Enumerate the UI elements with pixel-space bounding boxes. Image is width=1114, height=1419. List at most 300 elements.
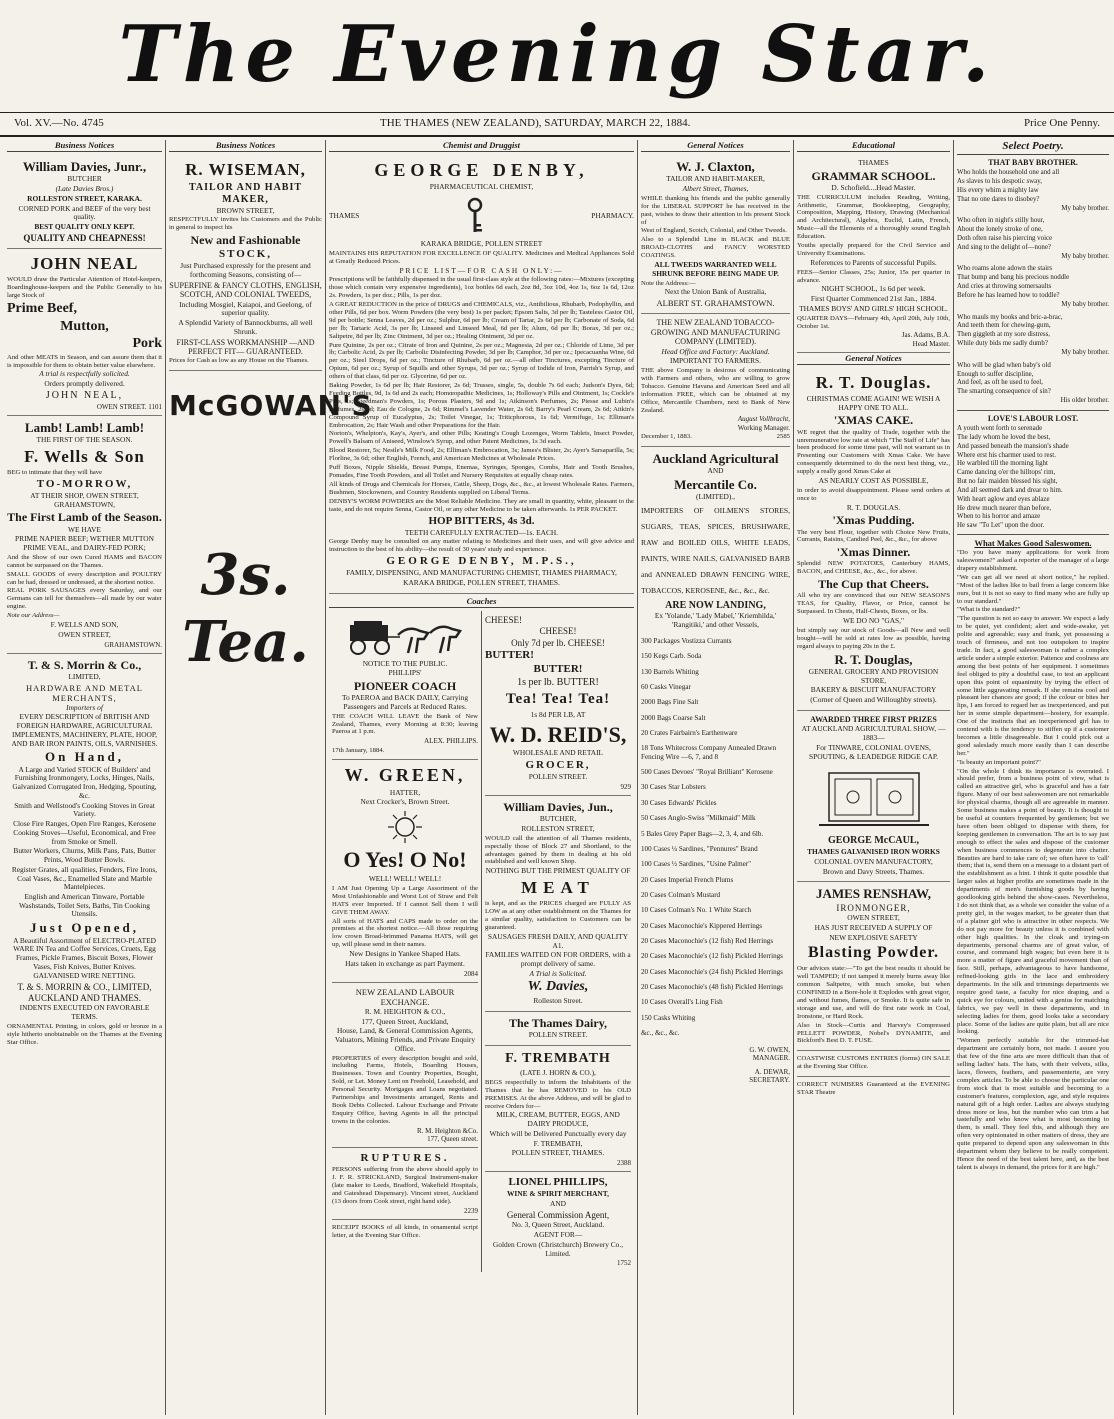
ad-text: QUALITY AND CHEAPNESS! (23, 232, 146, 243)
poem-line: And teeth them for chewing-gum, (957, 322, 1051, 330)
article-paragraph: "Do you have many applications for work from saleswomen?" asked a reporter of the manager of a large drapery establishment. (957, 549, 1109, 572)
ad-text: CORRECT NUMBERS Guaranteed at the EVENING STAR Theatre (797, 1081, 950, 1097)
ad-text: POLLEN STREET, THAMES. (511, 1148, 605, 1158)
ad-text: A trial is respectfully solicited. (39, 369, 130, 379)
ad-text: All who try are convinced that our NEW SEASON'S TEAS, for Quality, Flavor, or Price, cannot be Surpassed. In Chests, Half-Chests, Boxes, or lbs. (797, 592, 950, 616)
ad-text: Splendid NEW POTATOES, Canterbury HAMS, BACON, and CHEESE, &c., &c., for above. (797, 560, 950, 576)
ad-text: Pork (132, 336, 162, 352)
ad-number: 2388 (617, 1159, 631, 1168)
ad-morrin (7, 654, 162, 1052)
ad-text: CHEESE! (485, 614, 522, 625)
ad-text: THAMES (858, 158, 889, 168)
ad-title: JAMES RENSHAW, (815, 886, 932, 902)
poem-line: His every whim a mighty law (957, 186, 1039, 194)
ad-text: PROPERTIES of every description bought and sold, including Farms, Hotels, Boarding Houses, Businesses. Town and Country Properties, Bought, Sold, or Let. Money Lent on Freehold, Leasehold, and Personal Security. Mortgages and Loans negotiated. Partnerships and Investments arranged, Rents and Book Debts Collected. Labour Exchange and Private Enquiry Office, having Agents in all the principal towns in the colonies. (332, 1054, 478, 1125)
ad-number: 2084 (464, 969, 478, 978)
article-paragraph: "Is beauty an important point?" (957, 758, 1041, 766)
ad-text: (LIMITED)., (696, 492, 735, 502)
poem-refrain: His older brother. (1060, 397, 1109, 405)
ad-text: COLONIAL OVEN MANUFACTORY, (814, 856, 933, 866)
ad-text: GRAHAMSTOWN. (104, 640, 162, 649)
ad-signature: Jas. Adams, B.A. (901, 331, 950, 340)
ad-text: PRIME NAPIER BEEF; WETHER MUTTON PRIME VEAL, and DAIRY-FED PORK; (15, 534, 154, 553)
ad-text: NOTICE TO THE PUBLIC. (362, 658, 448, 668)
ad-text: FIRST-CLASS WORKMANSHIP —AND PERFECT FIT— GUARANTEED. (176, 337, 315, 357)
article-paragraph: "Women perfectly suitable for the trimmed-hat department are certainly born, not made. I assure you that few of the fine arts are more difficult than that of selling ladies' hats. The hats, with their velvets, silks, laces, flowers, feathers, and passementerie, are very complex articles. To be able to choose the particular one from stock that is most suitable and becoming to a customer's features, complexion, age, and style requires natural gift of a high order. Ladies are always studying dress more or less, but the number who can trim a hat tastefully and who know what is most becoming to them, is small. They feel this, and although they are often very opinionated in other matters of dress, they are quite prepared to depend upon any saleswoman in this department whom they believe to be really competent. Hence the need of the best talent here, and, as the best talent is always in demand, the prices for it are high." (957, 1037, 1109, 1171)
ad-text: House, Land, & General Commission Agents, Valuators, Mining Friends, and Private Enquiry Office. (334, 1026, 476, 1053)
goods-list-item: 20 Cases Maconochie's Kippered Herrings (641, 921, 763, 930)
ad-text: INDENTS EXECUTED ON FAVORABLE TERMS. (19, 1003, 150, 1022)
ad-text: ALBERT ST. GRAHAMSTOWN. (656, 298, 775, 309)
ad-text: GROCER, (525, 759, 591, 772)
ad-number: 1101 (148, 402, 162, 411)
goods-list-item: 150 Kegs Carb. Soda (641, 652, 702, 661)
subcolumn-left (329, 611, 482, 1272)
ad-text: FAMILIES WAITED ON FOR ORDERS, with a prompt delivery of same. (485, 950, 631, 968)
ad-text: SUPERFINE & FANCY CLOTHS, ENGLISH, SCOTCH, AND COLONIAL TWEEDS, (169, 280, 322, 300)
goods-list-item: 50 Cases Anglo-Swiss "Milkmaid" Milk (641, 814, 756, 823)
poem-refrain: My baby brother. (1061, 204, 1109, 212)
ad-trembath (485, 1046, 631, 1173)
goods-list-item: 20 Cases Maconochie's (12 fish) Pickled Herrings (641, 952, 783, 961)
ad-signature: R. M. Heighton &Co. (416, 1126, 478, 1135)
ad-text: Prices for Cash as low as any House on the Thames. (169, 357, 309, 365)
ad-text: Blood Restorer, 5s; Nestle's Milk Food, 2s; Elliman's Embrocation, 3s; James's Blister, 2s; Ayer's Sarsaparilla, 5s; Florline, 3s 6d; other English, French, and American Medicines at Wholesale Prices. (329, 447, 634, 463)
goods-list-item: 5 Bales Grey Paper Bags—2, 3, 4, and 6lb. (641, 829, 764, 838)
ad-title: William Davies, Jun., (503, 800, 613, 815)
ad-text: BUTTER! (485, 649, 534, 662)
ad-text: West of England, Scotch, Colonial, and Other Tweeds. (641, 227, 787, 235)
ad-davies-butcher (7, 155, 162, 249)
ad-text: New Designs in Yankee Shaped Hats. (349, 949, 461, 959)
ad-signature: T. & S. MORRIN & CO., LIMITED, AUCKLAND AND THAMES. (17, 982, 152, 1003)
poem-line: And all seemed dark and drear to him. (957, 486, 1063, 494)
masthead-title: The Evening Star. (118, 9, 996, 100)
article-paragraph: "The question is not so easy to answer. We expect a lady to be quiet, yet confident; alert and wide-awake, yet polite and agreeable; easy and frank, yet possessing a touch of firmness, and not too outspoken to inspire trade. In fact, a good saleswoman is rather a complex article under a simple exterior. Patience and coolness are among the best points of her equipment. I sometimes feel obliged to pity a doubtful case, to test an applicant upon this point of equanimity by trying the effect of some little aggravating remark. If she remains cool and pleasant her chances are good; if the colour or bites her lips, I am forced to regard her as inexperienced, and put her in some simple department—hosiery, for example. One of the instincts that an inexperienced girl has to contend with is the tendency to stiffen up if a customer becomes a little disagreeable. But I could pick out a good saleslady much more easily than I can describe her." (957, 615, 1109, 757)
ad-grammar-school (797, 155, 950, 353)
poem-line: Before he has learned how to toddle? (957, 291, 1060, 299)
ad-text: Register Grates, all qualities, Fenders, Fire Irons, Coal Vases, &c., Enamelled Slate and Marble Mantelpieces. (11, 864, 158, 892)
ad-text: PRICE LIST—FOR CASH ONLY:— (399, 265, 564, 275)
poem-line: When to his horror and amaze (957, 513, 1041, 521)
ad-title: O Yes! O No! (343, 847, 467, 873)
ad-title: GRAMMAR SCHOOL. (811, 168, 936, 183)
ad-text: CHEESE! (567, 637, 605, 648)
ad-title: R. T. Douglas. (815, 372, 932, 392)
ad-signature: R. T. Douglas, (834, 651, 913, 667)
goods-list-item: 130 Barrels Whiting (641, 667, 699, 676)
ad-text: WOULD call the attention of all Thames residents, especially those of Block 27 and Shortland, to the advantages gained by them in dealing at his old established and well known Shop. (485, 834, 631, 866)
ad-coastwise-customs (797, 1051, 950, 1077)
ad-signature: August Vollbracht, (737, 415, 790, 424)
ad-text: IRONMONGER, (836, 902, 911, 913)
ad-text: THAMES GALVANISED IRON WORKS (807, 847, 940, 857)
ad-title: JOHN NEAL (30, 254, 139, 274)
ad-text: ROLLESTON STREET, (521, 824, 595, 834)
ad-text: And other MEATS in Season, and can assure them that it is impossible for them to obtain better value elsewhere. (7, 353, 162, 369)
ad-title: NEW ZEALAND LABOUR EXCHANGE. (355, 986, 455, 1007)
ad-text: CORNED PORK and BEEF of the very best quality. (18, 203, 151, 222)
poem-loves-labour (957, 414, 1109, 531)
ad-text: ARE NOW LANDING, (665, 599, 766, 611)
ad-text: 177, Queen street. (427, 1134, 478, 1143)
ad-text: Importers of (66, 702, 103, 712)
ad-title: Blasting Powder. (808, 944, 939, 962)
goods-list-item: &c., &c., &c. (641, 1029, 680, 1038)
ad-text: A Beautiful Assortment of ELECTRO-PLATED WARE IN Tea and Coffee Services, Cruets, Egg Frames, Pickle Frames, Biscuit Boxes, Flower Vases, Fish Knives, Butter Knives. (13, 935, 156, 971)
ad-denby (329, 155, 634, 593)
ad-text: WINE & SPIRIT MERCHANT, (507, 1189, 609, 1199)
goods-list-item: 100 Cases ½ Sardines, "Usine Palmer" (641, 860, 752, 869)
goods-list-item: 2000 Bags Fine Salt (641, 698, 699, 707)
ad-text: Orders promptly delivered. (44, 379, 125, 389)
ad-text: 177, Queen Street, Auckland, (361, 1016, 449, 1026)
masthead (0, 0, 1114, 110)
tea-price: 3s. Tea. (182, 542, 309, 675)
ad-text: Smith and Wellstood's Cooking Stoves in Great Variety. (14, 800, 155, 819)
ad-text: 1s per lb. (517, 677, 555, 689)
poem-line: Who will be glad when baby's old (957, 361, 1051, 369)
ad-number: 1752 (617, 1259, 631, 1268)
ad-text: but simply say our stock of Goods—all New and well bought—will be sold at rates low as possible, having regard always to paying 20s in the £. (797, 626, 950, 650)
coach-icon (340, 617, 470, 657)
ad-green-hatter (332, 760, 478, 982)
ad-signature: JOHN NEAL, (45, 389, 124, 401)
ad-text: New and Fashionable (190, 233, 301, 248)
ad-mccaul (797, 711, 950, 882)
ad-text: Brown and Davy Streets, Thames. (822, 866, 925, 876)
ad-text: December 1, 1883. (641, 432, 692, 440)
ad-title: R. WISEMAN, (185, 160, 306, 180)
poem-title: THAT BABY BROTHER. (988, 157, 1078, 167)
ad-text: Baking Powder, 1s 6d per lb; Hair Restorer, 2s 6d; Trusses, single, 5s, double 7s 6d each; Judson's Dyes, 6d; Feeding Bottles, 9d, 1s 6d and 2s each; Homœopathic Medicines, 1s; Holloway's Pills and Ointment, 1s; Cockle's Pills, 1s; Steedman's Powders, 1s; Porous Plasters, 9d and 1s; Atkinson's Perfumes, 2s; Piesse and Lubin's Perfumes, 2s 6d; Eau de Cologne, 2s 6d; Rimmel's Lavender Water, 2s 6d; Barry's Pearl Cream, 2s 6d; Aitkin's Compound Syrup of Eucalyptus, 2s; Toilet Vinegar, 1s; Triticphorous, 1s 6d; Vermifuge, 1s; Elliman's Embrocation, 2s; Hair Wash and other Preparations for the Hair. (329, 382, 634, 429)
ad-wells-lamb (7, 416, 162, 654)
ad-text: ALL TWEEDS WARRANTED WELL SHRUNK BEFORE BEING MADE UP. (652, 260, 779, 278)
ad-text: Rolleston Street. (533, 995, 583, 1005)
poem-line: And passed beneath the mansion's shade (957, 442, 1069, 450)
poem-line: Came dancing o'er the hilltops' rim, (957, 469, 1056, 477)
poem-line: And sing to the delight of—none? (957, 243, 1051, 251)
ad-text: A Large and Varied STOCK of Builders' and Furnishing Ironmongery, Locks, Hinges, Nails, Galvanized Corrugated Iron, Hedging, Spouting, &c. (12, 764, 157, 800)
poem-line: The lady whom he loved the best, (957, 433, 1051, 441)
ad-ruptures (332, 1148, 478, 1220)
ad-text: (Late Davies Bros.) (55, 184, 114, 194)
column-3 (326, 140, 638, 1415)
ad-receipt-books (332, 1220, 478, 1245)
ad-text: HARDWARE AND METAL MERCHANTS, (26, 682, 143, 703)
ad-signature: W. Davies, (527, 979, 589, 995)
column-5 (794, 140, 954, 1415)
ad-text: AND (549, 1199, 566, 1209)
goods-list-item: 10 Cases Colman's No. 1 White Starch (641, 906, 752, 915)
ad-text: Head Master. (912, 339, 950, 348)
column-heading: Educational (797, 140, 950, 152)
column-heading: Coaches (329, 596, 634, 608)
goods-list-item: 20 Cases Maconochie's (12 fish) Red Herrings (641, 937, 774, 946)
ad-text: TAILOR AND HABIT-MAKER, (666, 174, 765, 184)
poem-baby-brother (957, 158, 1109, 406)
ad-text: AS NEARLY COST AS POSSIBLE, (818, 476, 929, 486)
ad-text: Butter Workers, Churns, Milk Pans, Pats, Butter Prints, Wood Butter Bowls. (13, 846, 156, 865)
poem-line: Doth often raise his piercing voice (957, 235, 1053, 242)
ad-signature: A. DEWAR, (754, 1068, 790, 1077)
ad-text: ROLLESTON STREET, KARAKA. (27, 193, 142, 203)
poem-line: That no one dares to disobey? (957, 195, 1040, 203)
ad-text: George Denby may be consulted on any matter relating to Medicines and their uses, and will give advice and instruction to the best of his ability—the result of 30 years' study and experience. (329, 538, 634, 554)
ad-title: 'XMAS CAKE. (833, 413, 914, 428)
ad-text: On Hand, (45, 749, 124, 765)
ad-text: BROWN STREET, (216, 205, 275, 215)
key-icon (464, 197, 486, 235)
ad-text: Pure Quinine, 2s per oz.; Citrate of Iron and Quinine, 2s per oz.; Magnesia, 2d per oz.; Chloride of Lime, 3d per lb; Carbolic Acid, 2s per lb; Carbolic Disinfecting Powder, 3d per lb; Camphor, 3d per oz.; Ipecacuanha Wine, 6d per oz.; Steel Drops, 6d per oz.; Tincture of Rhubarb, 6d per oz.—all other Tinctures, excepting Tincture of Opium, 6d per oz.; Syrup of Squills and other Syrups, 3d per oz.; Syrup of Iodide of Iron, Parrish's Syrup, and others of that class, 6d per oz. Glycerine, 6d per oz. (329, 341, 634, 381)
goods-list-item: 20 Cases Colman's Mustard (641, 890, 721, 899)
goods-list-item: 100 Cases ¼ Sardines, "Pennures" Brand (641, 844, 758, 853)
place-and-date: THE THAMES (NEW ZEALAND), SATURDAY, MARCH 22, 1884. (380, 117, 691, 129)
ad-text: AT AUCKLAND AGRICULTURAL SHOW, —1883— (801, 724, 946, 743)
poem-line: But no fair maiden blessed his sight, (957, 478, 1058, 486)
ad-text: I AM Just Opening Up a Large Assortment of the Most Unfashionable and Worst Lot of Straw and Felt HATS ever Imported. If I cannot Sell them I will GIVE THEM AWAY. (332, 884, 478, 916)
poem-lines (957, 425, 1109, 531)
column-heading: General Notices (641, 140, 790, 152)
subcolumn-right (482, 611, 634, 1272)
ad-text: THE COACH WILL LEAVE the Bank of New Zealand, Thames, every Morning at 8:30; leaving Paeroa at 1 p.m. (332, 712, 478, 736)
ad-douglas (797, 368, 950, 711)
ad-claxton (641, 155, 790, 314)
ad-text: Mutton, (60, 318, 109, 334)
ad-title: MEAT (521, 878, 595, 898)
ad-text: TO-MORROW, (36, 478, 133, 491)
ad-text: WOULD draw the Particular Attention of Hotel-keepers, Boardinghouse-keepers and the Public Generally to his large Stock of (7, 276, 162, 300)
ad-lionel-phillips (485, 1172, 631, 1271)
ad-text: TEETH CAREFULLY EXTRACTED—1s. EACH. (404, 527, 559, 537)
poem-line: He warbled till the morning light (957, 460, 1048, 468)
poem-lines (957, 169, 1109, 406)
ad-text: THAMES BOYS' AND GIRLS' HIGH SCHOOL. (799, 303, 948, 313)
ad-text: HAS JUST RECEIVED A SUPPLY OF (814, 922, 933, 932)
poem-line: Who often in night's stilly hour, (957, 217, 1045, 225)
goods-list-item: 300 Packages Vostizza Currants (641, 636, 732, 645)
article-paragraph: "On the whole I think its importance is overrated. I should prefer, from a business point of view, what is called an attractive girl, who is graceful and has a fair figure. Many of our best saleswomen are not remarkable for physical charms, though all are agreeable in manner. Some business makes a point of beauty. It is thought to be useful at counters frequented by gentlemen; but we have often been obliged to dispense with them, for keeping gentlemen in conversation. The art is to say just enough to effect the sales and dispose of the customer when business commences to degenerate into chatter. Beauties are hard to take care of; we often have to 'call' them; that is, send them on a message to a distant part of the establishment as a hint. I think it quite possible that larger sales at higher profits are sometimes made in the departments of men's furnishing goods by having goodlooking girls behind the show-cases. Nevertheless, I do not think that, as a whole we consider the value of a pretty girl, in the wages market, to be greater than that of a plainer girl who is attractive in other respects. We do not pay more for beauty unless it is combined with other high qualities. In the cloak and trying-on departments, personal charms are of great value, of course, and command high wages; but even here it is more a matter of figure and graceful movement than of face. Still, perhaps, advantageous to have handsome, refined-looking girls in the lace and embroidery departments. In the silk and trimmings departments we require good taste, a faculty for nice draping, and a quick eye for colours, united with a genius for matching fabrics, we pay well in these departments, and in selecting ladies for them, good looks take a secondary place. Some of the ladies are quite plain, but all are nice looking. (957, 767, 1109, 1036)
column-heading: General Notices (797, 353, 950, 365)
ad-wiseman (169, 155, 322, 371)
ad-title: The Thames Dairy, (508, 1015, 608, 1030)
poem-line: Who holds the household one and all (957, 169, 1060, 177)
ad-text: Including Mosgiel, Kaiapoi, and Geelong, of superior quality. (179, 299, 312, 318)
poem-line: And feel, as oft he used to feel, (957, 379, 1043, 387)
ad-title: F. Wells & Son (24, 447, 145, 467)
ad-text: BEST QUALITY ONLY KEPT. (34, 222, 135, 232)
goods-list-item: 30 Cases Star Lobsters (641, 783, 706, 792)
article-saleswomen (957, 538, 1109, 1172)
ad-text: WELL! WELL! WELL! (368, 874, 442, 884)
goods-list-item: 20 Crates Fairbairn's Earthenware (641, 728, 738, 737)
ad-text: Norton's, Whelpton's, Kay's, Ayer's, and other Pills; Keating's Cough Lozenges, Worm Tablets, Insect Powder, Powell's Balsam of Aniseed, Winslow's Syrup, and other Patent Medicines, 1s 3d each. (329, 430, 634, 446)
ad-signature: R. T. DOUGLAS. (846, 502, 901, 512)
article-title: What Makes Good Saleswomen. (974, 538, 1092, 549)
ad-reid-grocer (485, 611, 631, 797)
ad-text: HOP BITTERS, 4s 3d. (428, 514, 535, 527)
ad-text: Hats taken in exchange as part Payment. (345, 958, 465, 968)
ad-text: EVERY DESCRIPTION of BRITISH AND FOREIGN HARDWARE, AGRICULTURAL IMPLEMENTS, MACHINERY, PLATE, HOOP, AND BAR IRON PAINTS, OILS, VARNISHES. (11, 712, 158, 748)
ad-text: THE FIRST OF THE SEASON. (36, 435, 133, 445)
goods-list-item: 60 Casks Vinegar (641, 682, 691, 691)
ad-text: To PAEROA and BACK DAILY, Carrying Passengers and Parcels at Reduced Rates. (341, 693, 469, 711)
ad-text: RESPECTFULLY invites his Customers and the Public in general to inspect his (169, 216, 322, 232)
sun-face-icon (385, 810, 425, 844)
ad-text: References to Parents of successful Pupils. (810, 257, 937, 267)
ad-text: WE regret that the quality of Trade, together with the unremunerative low rate at which "The Staff of Life" has been produced for some time past, will not warrant us in Presenting our Customers with Xmas Cake. We have consequently determined to do the next best thing, viz., supply a really good Xmas Cake at (797, 428, 950, 476)
ad-thames-dairy (485, 1012, 631, 1046)
ad-text: The First Lamb of the Season. (7, 510, 162, 525)
ad-text: Our advices state:—"To get the best results it should be well TAMPED; if not tamped it merely burns away like common Saltpetre, with much smoke, but when CONFINED in a Bore-hole it Explodes with great vigor, and without fumes, flames, or Smoke. It is quite safe in storage and use, and will do first rate work in Coal, Ironstone, or Hard Rock. (797, 965, 950, 1020)
two-column-section (329, 611, 634, 1272)
ad-text: BEG to intimate that they will have (7, 469, 103, 477)
column-heading: Select Poetry. (957, 140, 1109, 155)
poem-line: With heart aglow and eyes ablaze (957, 495, 1050, 503)
ad-text: A Trial is Solicited. (529, 968, 587, 978)
ad-text: THAMES (329, 210, 360, 220)
ad-text: Puff Boxes, Nipple Shields, Breast Pumps, Enemas, Syringes, Sponges, Combs, Hair and Tooth Brushes, Pomades, Fine Tooth Powders, and all Toilet and Nursery Requisites at equally cheap rates. (329, 464, 634, 480)
poem-line: About the lonely stroke of one, (957, 226, 1043, 234)
ad-text: STOCK, (218, 248, 273, 261)
ad-text: Just Purchased expressly for the present and forthcoming Seasons, consisting of— (180, 261, 311, 280)
ad-text: First Quarter Commenced 21st Jan., 1884. (810, 294, 937, 304)
ad-title: 'Xmas Pudding. (832, 513, 915, 528)
ad-text: GENERAL GROCERY AND PROVISION STORE, (808, 666, 939, 685)
ad-text: WE DO NO "GAS," (842, 616, 905, 626)
article-paragraph: "What is the standard?" (957, 606, 1021, 614)
poem-line: And cries at throwing somersaults (957, 283, 1052, 291)
ad-title: W. D. REID'S, (489, 721, 627, 747)
poem-line: Then giggleth at my sore distress, (957, 331, 1051, 339)
ad-signature: GEORGE McCAUL, (827, 835, 920, 847)
price: Price One Penny. (1024, 117, 1100, 129)
ad-text: MILK, CREAM, BUTTER, EGGS, AND DAIRY PRODUCE, (496, 1110, 620, 1129)
poem-line: Enough to suffer discipline, (957, 370, 1034, 378)
poem-line: He drew much nearer than before, (957, 504, 1052, 512)
ad-text: PERSONS suffering from the above should apply to J. F. R. STRICKLAND, Surgical Instrument-maker (late maker to Leeds, Bradford, Wakefield Hospitals, and Gateshead Dispensary). Vincent street, Auckland (13 doors from Cook street, right hand side). (332, 1166, 478, 1205)
column-1 (4, 140, 166, 1415)
ad-text: Also in Stock—Curtis and Harvey's Compressed PELLETT POWDER, Nobel's DYNAMITE, and Bickford's Best D. T. FUSE. (797, 1021, 950, 1045)
ad-tobacco-company (641, 314, 790, 447)
poem-line: A youth went forth to serenade (957, 425, 1043, 433)
ad-title: Auckland Agricultural (652, 450, 779, 466)
goods-list-item: 20 Cases Imperial French Plums (641, 875, 734, 884)
ad-text: WHOLESALE AND RETAIL (512, 748, 604, 758)
ad-text: Ex 'Yolande,' 'Lady Mabel,' 'Kriemhilda,' 'Rangitiki,' and other Vessels, (654, 611, 777, 630)
ad-title: W. GREEN, (344, 765, 466, 786)
ad-text: Head Office and Factory: Auckland. (661, 346, 770, 356)
ad-title: RUPTURES. (360, 1152, 450, 1165)
goods-list-item: 150 Casks Whiting (641, 1013, 696, 1022)
ad-text: BUTTER! (533, 663, 583, 676)
ad-text: POLLEN STREET. (528, 1029, 588, 1039)
ad-text: DENBY'S WORM POWDERS are the Most Reliable Medicine. They are small in quantity, white, pleasant to the taste, and do not require Senna, Castor Oil, or any other Medicine to be taken afterwards. 1s PER PACKET. (329, 497, 634, 513)
article-paragraph: "We can get all we need at short notice," he replied. "Most of the ladies like to bail from a large concern like ours, but it is not so easy to find many who are fully up to our standard." (957, 573, 1109, 605)
ad-pioneer-coach (332, 611, 478, 761)
ad-text: BAKERY & BISCUIT MANUFACTORY (810, 685, 937, 695)
poem-line: That bump and bang his precious noddle (957, 274, 1070, 282)
goods-list-item: 30 Cases Edwards' Pickles (641, 798, 717, 807)
poem-line: Where erst his charmer used to rest. (957, 451, 1056, 459)
ad-text: COASTWISE CUSTOMS ENTRIES (forms) ON SALE at the Evening Star Office. (797, 1055, 950, 1071)
ad-title: W. J. Claxton, (676, 159, 755, 175)
ad-text: Just Opened, (30, 920, 139, 936)
ad-text: BEGS respectfully to inform the Inhabitants of the Thames that he has REMOVED to his OLD PREMISES. At the above Address, and will be glad to receive Orders for— (485, 1078, 631, 1110)
ad-text: And the Show of our own Cured HAMS and BACON cannot be surpassed on the Thames. (7, 553, 162, 569)
dateline (0, 112, 1114, 137)
ad-text: in order to avoid disappointment. Please send orders at once to (797, 486, 950, 502)
ad-text: OWEN STREET. (96, 402, 147, 411)
ad-text: IMPORTANT TO FARMERS. (669, 356, 762, 366)
ad-text: No. 3, Queen Street, Auckland. (511, 1220, 605, 1230)
ad-text: QUARTER DAYS—February 4th, April 20th, July 10th, October 1st. (797, 314, 950, 330)
ad-signature: F. WELLS AND SON, (50, 620, 119, 630)
goods-list-item: 2000 Bags Coarse Salt (641, 713, 706, 722)
ad-text: For TINWARE, COLONIAL OVENS, SPOUTING, & LEADEDGE RIDGE CAP. (809, 742, 938, 761)
ad-text: PHARMACY. (591, 210, 634, 220)
poem-line: He saw "To Let" upon the door. (957, 522, 1045, 530)
column-heading: Business Notices (7, 140, 162, 152)
ad-text: Prime Beef, (7, 301, 77, 317)
ad-text: D. Schofield....Head Master. (831, 182, 916, 192)
column-4 (638, 140, 794, 1415)
ad-davies-jun (485, 796, 631, 1012)
ad-text: OWEN STREET, (847, 913, 900, 923)
ad-text: Next Crocker's, Brown Street. (360, 797, 450, 807)
volume-number: Vol. XV.—No. 4745 (14, 117, 104, 129)
ad-text: MANAGER. (752, 1053, 790, 1062)
ad-text: 17th January, 1884. (332, 746, 385, 754)
poem-line: Who mauls my books and bric-a-brac, (957, 313, 1063, 321)
ad-text: NEW EXPLOSIVE SAFETY (829, 932, 918, 942)
ad-text: FEES—Senior Classes, 25s; Junior, 15s per quarter in advance. (797, 268, 950, 284)
ad-text: KARAKA BRIDGE, POLLEN STREET (420, 238, 543, 248)
ad-title: GEORGE DENBY, (374, 160, 589, 181)
ad-text: POLLEN STREET. (528, 772, 588, 782)
ad-correct-numbers (797, 1077, 950, 1102)
ad-number: 2585 (776, 432, 790, 440)
goods-list-item: 18 Tons Whitecross Company Annealed Drawn Fencing Wire —6, 7, and 8 (641, 744, 776, 761)
poem-line: Who roams alone adown the stairs (957, 265, 1053, 273)
ad-text: AGENT FOR— (533, 1230, 583, 1240)
poem-refrain: My baby brother. (1061, 252, 1109, 260)
goods-list (641, 637, 790, 1038)
ad-text: NIGHT SCHOOL, 1s 6d per week. (821, 284, 926, 294)
ad-text: LIMITED, (68, 671, 101, 681)
ad-labour-exchange (332, 983, 478, 1148)
ad-signature: GEORGE DENBY, M.P.S., (386, 555, 577, 568)
ad-text: Note the Address:— (641, 279, 696, 287)
poem-line: The smarting consequence of sin? (957, 388, 1051, 396)
ad-text: BUTCHER (67, 174, 102, 184)
ad-text: ORNAMENTAL Printing, in colors, gold or bronze in a style hitherto unobtainable on the Thames at the Evening Star Office. (7, 1022, 162, 1046)
ad-text: Albert Street, Thames, (682, 184, 749, 194)
ad-signature: G. W. OWEN, (749, 1045, 790, 1054)
ad-text: RECEIPT BOOKS of all kinds, in ornamental script letter, at the Evening Star Office. (332, 1223, 478, 1239)
ad-title: THE NEW ZEALAND TOBACCO-GROWING AND MANUFACTURING COMPANY (LIMITED). (650, 318, 781, 347)
ad-text: All kinds of Drugs and Chemicals for Horses, Cattle, Sheep, Dogs, &c., &c., at lowest Wholesale Rates. Farmers, Bushmen, Stockowners, and Country Residents supplied on Liberal Terms. (329, 480, 634, 496)
poem-line: As slaves to his despotic sway, (957, 178, 1042, 186)
goods-list-item: 500 Cases Devoes' "Royal Brilliant" Kerosene (641, 768, 773, 777)
mcgowans-heading: McGOWAN'S (169, 389, 373, 423)
ad-text: English and American Tinware, Portable Washstands, Toilet Sets, Baths, Tin Cooking Utensils. (19, 891, 150, 919)
ad-number: 929 (620, 782, 631, 791)
ad-renshaw (797, 882, 950, 1051)
ad-text: (LATE J. HORN & CO.), (520, 1068, 596, 1078)
ad-text: KARAKA BRIDGE, POLLEN STREET, THAMES. (403, 577, 560, 587)
ad-text: NOTHING BUT THE PRIMEST QUALITY OF (485, 866, 631, 876)
